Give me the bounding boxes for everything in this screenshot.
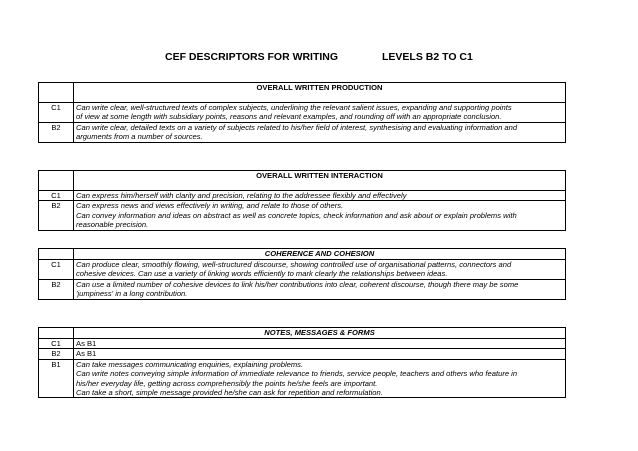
level-label: C1 — [39, 339, 74, 349]
descriptor — [74, 339, 566, 349]
level-label: C1 — [39, 103, 74, 123]
section-heading: OVERALL WRITTEN PRODUCTION — [74, 83, 566, 103]
descriptor-line: Can write clear, detailed texts on a variety of subjects related to his/her field of interest, synthesising and evaluating information and — [76, 122, 518, 132]
page-title — [0, 51, 638, 65]
descriptor-line: Can convey information and ideas on abstract as well as concrete topics, check information and ask about or explain problems with — [76, 210, 517, 220]
section-heading: NOTES, MESSAGES & FORMS — [74, 328, 566, 339]
descriptor-line: reasonable precision. — [76, 220, 149, 230]
section-heading: COHERENCE AND COHESION — [74, 249, 566, 260]
descriptor-line: As B1 — [76, 339, 97, 348]
descriptor — [74, 122, 566, 142]
descriptor-line: arguments from a number of sources. — [76, 132, 203, 142]
table-notes-messages-forms — [38, 327, 566, 398]
blank-cell — [39, 83, 74, 103]
descriptor-line: Can produce clear, smoothly flowing, well-structured discourse, showing controlled use of organisational patterns, connectors and — [76, 260, 512, 269]
descriptor — [74, 260, 566, 280]
table-overall-written-production — [38, 82, 566, 143]
level-label: C1 — [39, 191, 74, 201]
descriptor-line: Can express him/herself with clarity and precision, relating to the addressee flexibly and effectively — [76, 191, 407, 200]
level-label: C1 — [39, 260, 74, 280]
descriptor — [74, 201, 566, 230]
level-label: B2 — [39, 349, 74, 359]
descriptor — [74, 349, 566, 359]
table-coherence-and-cohesion — [38, 248, 566, 300]
descriptor-line: Can use a limited number of cohesive devices to link his/her contributions into clear, coherent discourse, though there may be some — [76, 279, 519, 289]
level-label: B2 — [39, 201, 74, 230]
level-label: B1 — [39, 359, 74, 398]
descriptor-line: his/her everyday life, getting across comprehensibly the points he/she feels are important. — [76, 378, 378, 388]
descriptor-line: of view at some length with subsidiary points, reasons and relevant examples, and rounding off with an appropriate conclusion. — [76, 112, 502, 122]
table-overall-written-interaction — [38, 170, 566, 231]
descriptor-line: cohesive devices. Can use a variety of linking words efficiently to mark clearly the relationships between ideas. — [76, 269, 448, 279]
blank-cell — [39, 328, 74, 339]
descriptor — [74, 279, 566, 299]
descriptor-line: As B1 — [76, 349, 97, 359]
descriptor-line: Can write notes conveying simple information of immediate relevance to friends, service people, teachers and others who feature in — [76, 369, 518, 379]
blank-cell — [39, 171, 74, 191]
descriptor — [74, 359, 566, 398]
blank-cell — [39, 249, 74, 260]
section-heading: OVERALL WRITTEN INTERACTION — [74, 171, 566, 191]
level-label: B2 — [39, 279, 74, 299]
title-right: LEVELS B2 TO C1 — [382, 51, 473, 63]
descriptor-line: Can take a short, simple message provided he/she can ask for repetition and reformulation. — [76, 388, 383, 398]
descriptor-line: 'jumpiness' in a long contribution. — [76, 289, 188, 299]
level-label: B2 — [39, 122, 74, 142]
descriptor-line: Can write clear, well-structured texts of complex subjects, underlining the relevant salient issues, expanding and supporting points — [76, 103, 512, 112]
descriptor — [74, 103, 566, 123]
descriptor — [74, 191, 566, 201]
descriptor-line: Can take messages communicating enquiries, explaining problems. — [76, 359, 304, 369]
descriptor-line: Can express news and views effectively in writing, and relate to those of others. — [76, 201, 344, 211]
title-left: CEF DESCRIPTORS FOR WRITING — [165, 51, 339, 63]
